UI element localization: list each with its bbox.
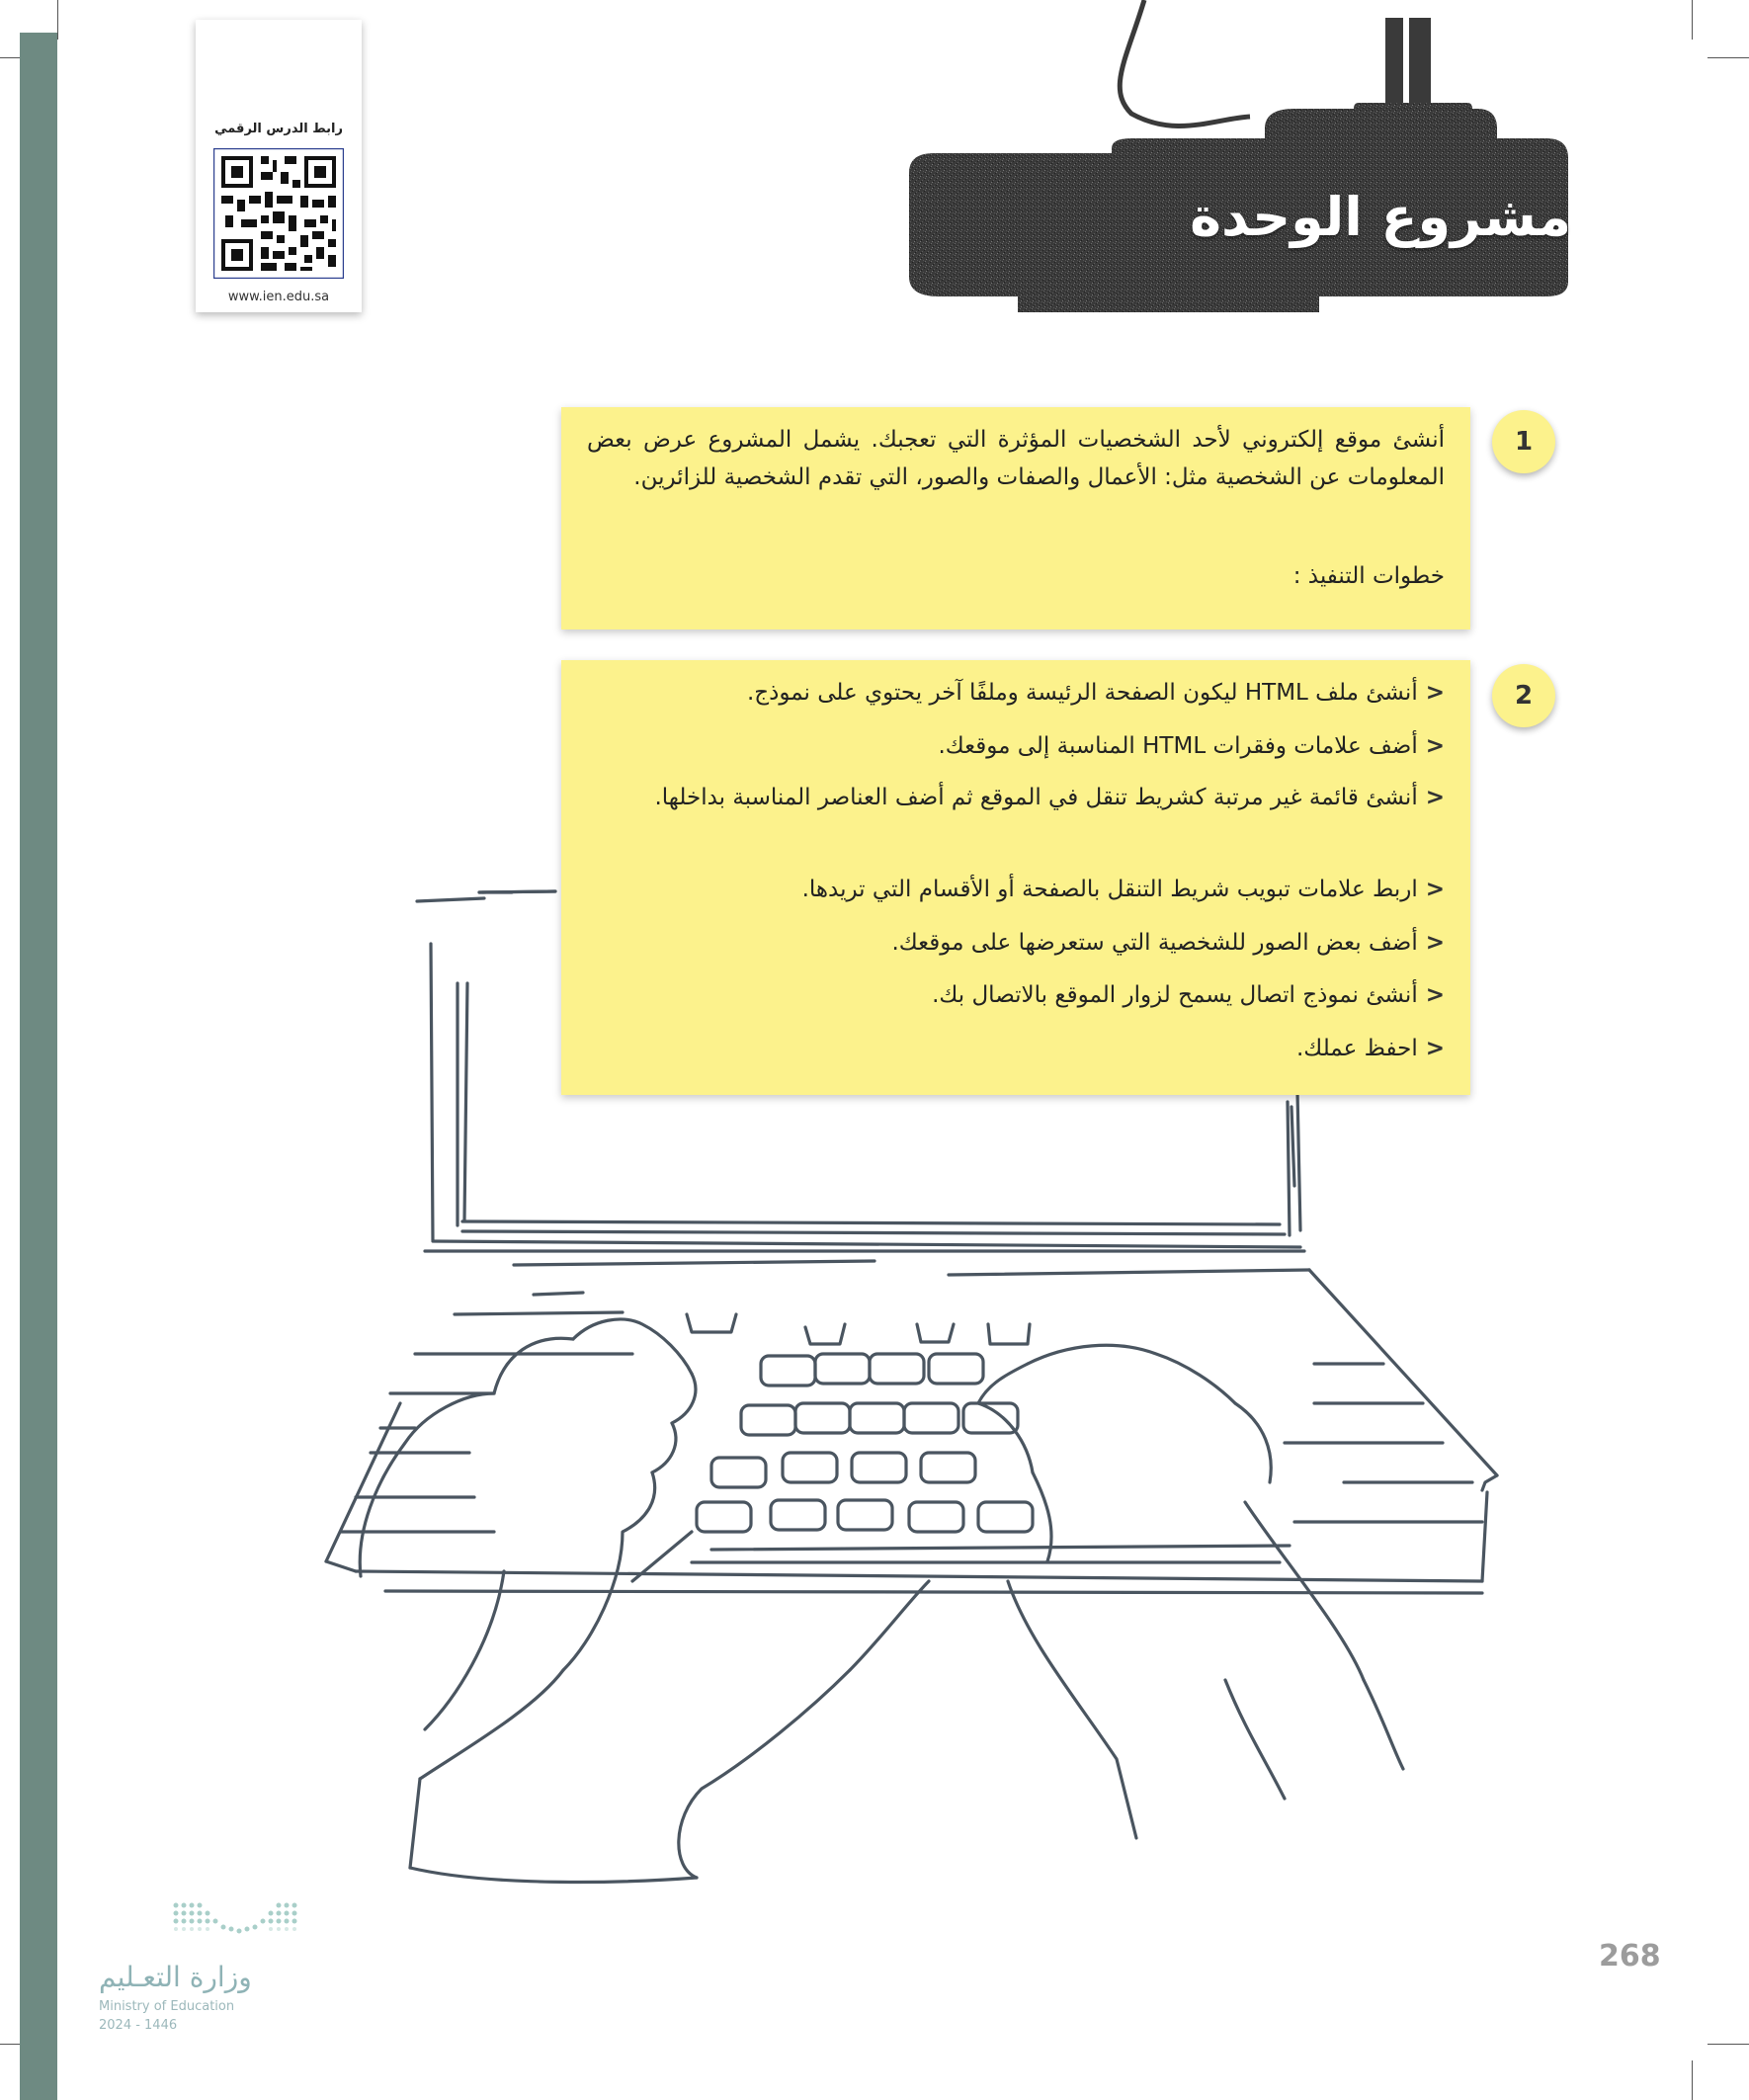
bullet-chevron-icon: < bbox=[1425, 680, 1445, 706]
bullet-chevron-icon: < bbox=[1425, 785, 1445, 810]
ministry-name-en: Ministry of Education bbox=[99, 1999, 235, 2014]
crop-mark bbox=[1707, 2044, 1749, 2045]
qr-caption: رابط الدرس الرقمي bbox=[214, 122, 343, 136]
task-1-card bbox=[561, 407, 1470, 630]
list-item: <أنشئ قائمة غير مرتبة كشريط تنقل في الموقع ثم أضف العناصر المناسبة بداخلها. bbox=[654, 785, 1445, 810]
crop-mark bbox=[57, 0, 58, 40]
bullet-chevron-icon: < bbox=[1425, 1036, 1445, 1061]
list-item: <اربط علامات تبويب شريط التنقل بالصفحة أو الأقسام التي تريدها. bbox=[801, 877, 1445, 902]
page-number: 268 bbox=[1599, 1939, 1661, 1974]
ministry-name-ar: وزارة التعـليم bbox=[99, 1961, 252, 1993]
qr-url[interactable]: www.ien.edu.sa bbox=[227, 290, 330, 304]
header-banner bbox=[889, 0, 1581, 326]
bullet-chevron-icon: < bbox=[1425, 982, 1445, 1008]
ministry-logo-icon bbox=[168, 1897, 326, 1947]
qr-code-icon[interactable] bbox=[213, 148, 344, 279]
qr-card[interactable] bbox=[196, 20, 362, 312]
steps-label: خطوات التنفيذ : bbox=[1292, 563, 1445, 589]
list-item: <أنشئ ملف HTML ليكون الصفحة الرئيسة وملفًا آخر يحتوي على نموذج. bbox=[746, 680, 1445, 706]
page-title: مشروع الوحدة bbox=[1190, 186, 1571, 248]
list-item: <أضف بعض الصور للشخصية التي ستعرضها على موقعك. bbox=[891, 930, 1445, 956]
task-number-1: 1 bbox=[1492, 410, 1555, 473]
task-number-2: 2 bbox=[1492, 664, 1555, 727]
crop-mark bbox=[1707, 57, 1749, 58]
list-item: <أنشئ نموذج اتصال يسمح لزوار الموقع بالاتصال بك. bbox=[932, 982, 1445, 1008]
list-item: <احفظ عملك. bbox=[1296, 1036, 1445, 1061]
academic-year: 2024 - 1446 bbox=[99, 2018, 178, 2033]
bullet-chevron-icon: < bbox=[1425, 930, 1445, 956]
task-2-card bbox=[561, 660, 1470, 1095]
list-item: <أضف علامات وفقرات HTML المناسبة إلى موقعك. bbox=[938, 733, 1445, 759]
side-color-bar bbox=[20, 33, 57, 2100]
task-1-paragraph: أنشئ موقع إلكتروني لأحد الشخصيات المؤثرة التي تعجبك. يشمل المشروع عرض بعض المعلومات عن الشخصية مثل: الأعمال والصفات والصور، التي تقدم الشخصية للزائرين. bbox=[587, 427, 1445, 490]
crop-mark bbox=[1692, 0, 1693, 40]
bullet-chevron-icon: < bbox=[1425, 877, 1445, 902]
bullet-chevron-icon: < bbox=[1425, 733, 1445, 759]
crop-mark bbox=[1692, 2060, 1693, 2100]
